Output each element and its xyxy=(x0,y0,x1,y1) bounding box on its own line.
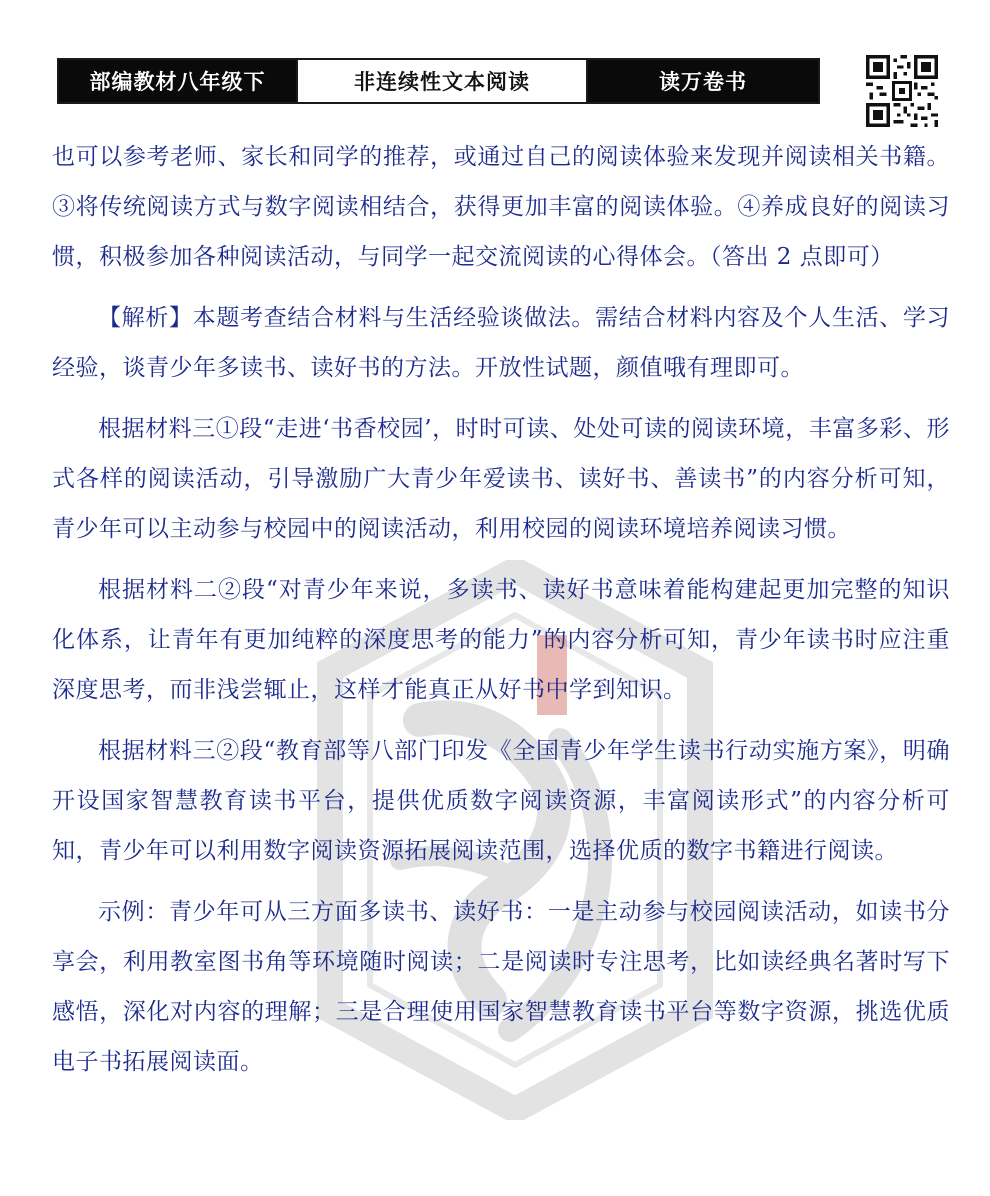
header-series-label: 读万卷书 xyxy=(588,60,818,102)
paragraph-example: 示例：青少年可从三方面多读书、读好书：一是主动参与校园阅读活动，如读书分享会，利用教室图书角等环境随时阅读；二是阅读时专注思考，比如读经典名著时写下感悟，深化对内容的理解；三是合理使用国家智慧教育读书平台等数字资源，挑选优质电子书拓展阅读面。 xyxy=(52,899,950,1075)
paragraph-material-three-two: 根据材料三②段“教育部等八部门印发《全国青少年学生读书行动实施方案》，明确开设国家智慧教育读书平台，提供优质数字阅读资源，丰富阅读形式”的内容分析可知，青少年可以利用数字阅读资源拓展阅读范围，选择优质的数字书籍进行阅读。 xyxy=(52,738,950,864)
qr-code-icon xyxy=(866,55,938,127)
header-bar xyxy=(57,58,820,104)
paragraph-analysis: 【解析】本题考查结合材料与生活经验谈做法。需结合材料内容及个人生活、学习经验，谈青少年多读书、读好书的方法。开放性试题，颜值哦有理即可。 xyxy=(52,305,950,381)
paragraph-answer-continued: 也可以参考老师、家长和同学的推荐，或通过自己的阅读体验来发现并阅读相关书籍。③将传统阅读方式与数字阅读相结合，获得更加丰富的阅读体验。④养成良好的阅读习惯，积极参加各种阅读活动，与同学一起交流阅读的心得体会。（答出 2 点即可） xyxy=(52,144,950,270)
paragraph-material-three-one: 根据材料三①段“走进‘书香校园’，时时可读、处处可读的阅读环境，丰富多彩、形式各样的阅读活动，引导激励广大青少年爱读书、读好书、善读书”的内容分析可知，青少年可以主动参与校园中的阅读活动，利用校园的阅读环境培养阅读习惯。 xyxy=(52,416,950,542)
paragraph-material-two-two: 根据材料二②段“对青少年来说，多读书、读好书意味着能构建起更加完整的知识化体系，让青年有更加纯粹的深度思考的能力”的内容分析可知，青少年读书时应注重深度思考，而非浅尝辄止，这样才能真正从好书中学到知识。 xyxy=(52,577,950,703)
answer-content xyxy=(52,132,950,1098)
header-title-label: 非连续性文本阅读 xyxy=(296,60,588,102)
header-grade-label: 部编教材八年级下 xyxy=(59,60,296,102)
